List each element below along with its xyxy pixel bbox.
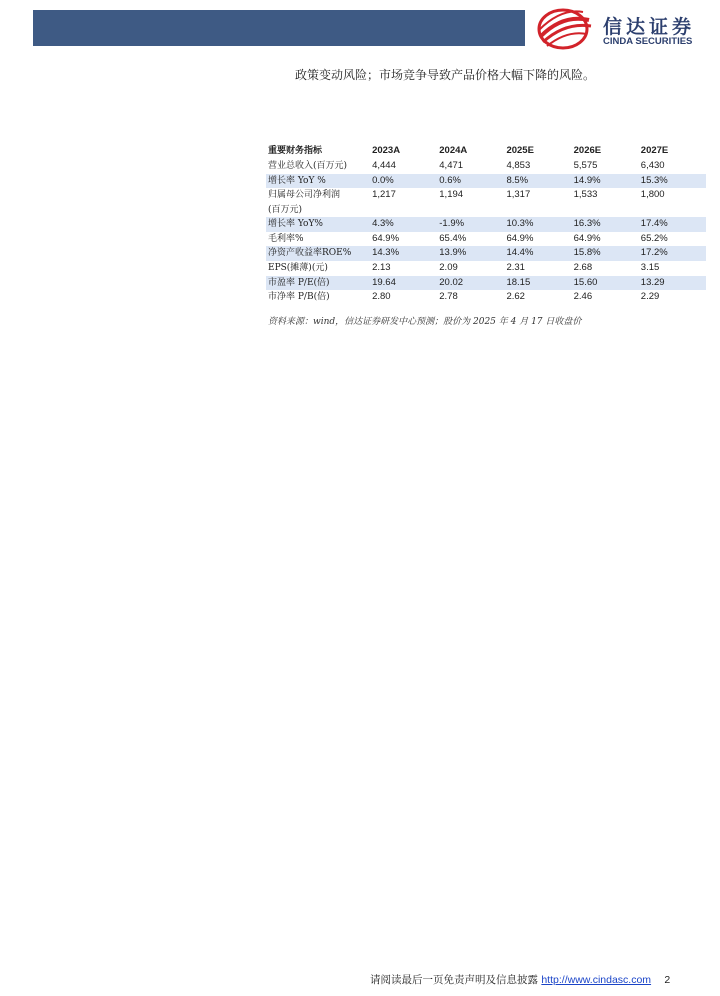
table-cell: 15.8% — [572, 246, 639, 261]
risk-text: 政策变动风险；市场竞争导致产品价格大幅下降的风险。 — [295, 68, 596, 82]
row-label: 市盈率 P/E(倍) — [266, 276, 370, 291]
row-label: 营业总收入(百万元) — [268, 161, 348, 171]
table-cell: 10.3% — [504, 217, 571, 232]
table-header-cell: 2024A — [439, 145, 468, 157]
table-cell: 15.3% — [639, 174, 706, 189]
row-label — [266, 188, 370, 217]
table-cell: 20.02 — [437, 276, 504, 291]
table-cell: 4,471 — [439, 160, 464, 171]
row-label: EPS(摊薄)(元) — [268, 262, 328, 273]
table-cell: 1,194 — [439, 189, 464, 201]
table-cell: 2.80 — [372, 291, 391, 303]
row-label-line: (百万元) — [268, 204, 303, 215]
table-row — [266, 246, 706, 261]
table-cell: 2.46 — [573, 291, 593, 303]
table-cell: 5,575 — [573, 160, 598, 171]
table-cell: 65.2% — [640, 232, 668, 244]
header-bar — [33, 10, 525, 46]
website-link[interactable]: http://www.cindasc.com — [541, 974, 652, 986]
page-number: 2 — [664, 974, 671, 986]
row-label: 市净率 P/B(倍) — [268, 292, 330, 303]
logo-chinese-name: 信达证券 — [603, 16, 696, 38]
table-cell: 3.15 — [640, 261, 660, 273]
table-header-cell: 2027E — [640, 145, 669, 157]
table-row — [266, 232, 706, 247]
table-cell: -1.9% — [437, 217, 504, 232]
table-cell: 13.29 — [639, 276, 706, 291]
table-row — [266, 276, 706, 291]
table-cell: 8.5% — [504, 174, 571, 189]
table-cell: 18.15 — [504, 276, 571, 291]
row-label: 增长率 YoY % — [266, 174, 370, 189]
table-cell: 4,853 — [506, 160, 531, 171]
table-row — [266, 188, 706, 217]
table-cell: 19.64 — [370, 276, 437, 291]
disclaimer-text: 请阅读最后一页免责声明及信息披露 — [370, 974, 538, 986]
table-row — [266, 217, 706, 232]
table-header-row — [266, 144, 706, 159]
page-footer — [370, 972, 670, 987]
table-header-cell: 2025E — [506, 145, 534, 157]
table-cell: 1,317 — [506, 189, 531, 201]
table-cell: 16.3% — [572, 217, 639, 232]
table-header-cell: 重要财务指标 — [268, 146, 323, 157]
table-cell: 14.3% — [370, 246, 437, 261]
table-cell: 2.13 — [372, 261, 391, 273]
cinda-globe-icon — [533, 6, 595, 52]
table-cell: 17.2% — [639, 246, 706, 261]
table-cell: 2.68 — [573, 261, 593, 273]
table-cell: 0.6% — [437, 174, 504, 189]
row-label: 毛利率% — [268, 233, 304, 244]
cinda-logo — [533, 6, 715, 52]
table-cell: 1,217 — [372, 189, 396, 201]
logo-english-name: CINDA SECURITIES — [603, 36, 693, 47]
table-row — [266, 261, 706, 276]
table-cell: 6,430 — [640, 160, 665, 171]
table-cell: 65.4% — [439, 232, 467, 244]
table-cell: 14.9% — [572, 174, 639, 189]
table-cell: 64.9% — [372, 232, 400, 244]
row-label-line: 归属母公司净利润 — [268, 190, 341, 201]
table-cell: 4.3% — [370, 217, 437, 232]
row-label: 净资产收益率ROE% — [266, 246, 370, 261]
table-header-cell: 2023A — [372, 145, 401, 157]
table-cell: 2.78 — [439, 291, 458, 303]
table-cell: 64.9% — [506, 232, 534, 244]
table-row — [266, 290, 706, 305]
source-note: 资料来源：wind，信达证券研发中心预测；股价为 2025 年 4 月 17 日收盘价 — [268, 317, 582, 327]
table-cell: 1,533 — [573, 189, 598, 201]
table-cell: 2.62 — [506, 291, 525, 303]
table-cell: 14.4% — [504, 246, 571, 261]
table-header-cell: 2026E — [573, 145, 602, 157]
table-cell: 0.0% — [370, 174, 437, 189]
financial-indicators-table — [266, 144, 706, 305]
table-cell: 2.29 — [640, 291, 660, 303]
table-cell: 64.9% — [573, 232, 601, 244]
table-cell: 13.9% — [437, 246, 504, 261]
table-cell: 2.31 — [506, 261, 525, 273]
table-row — [266, 174, 706, 189]
table-cell: 2.09 — [439, 261, 458, 273]
table-row — [266, 159, 706, 174]
table-cell: 15.60 — [572, 276, 639, 291]
table-cell: 1,800 — [640, 189, 665, 201]
table-cell: 4,444 — [372, 160, 396, 171]
row-label: 增长率 YoY% — [266, 217, 370, 232]
table-cell: 17.4% — [639, 217, 706, 232]
